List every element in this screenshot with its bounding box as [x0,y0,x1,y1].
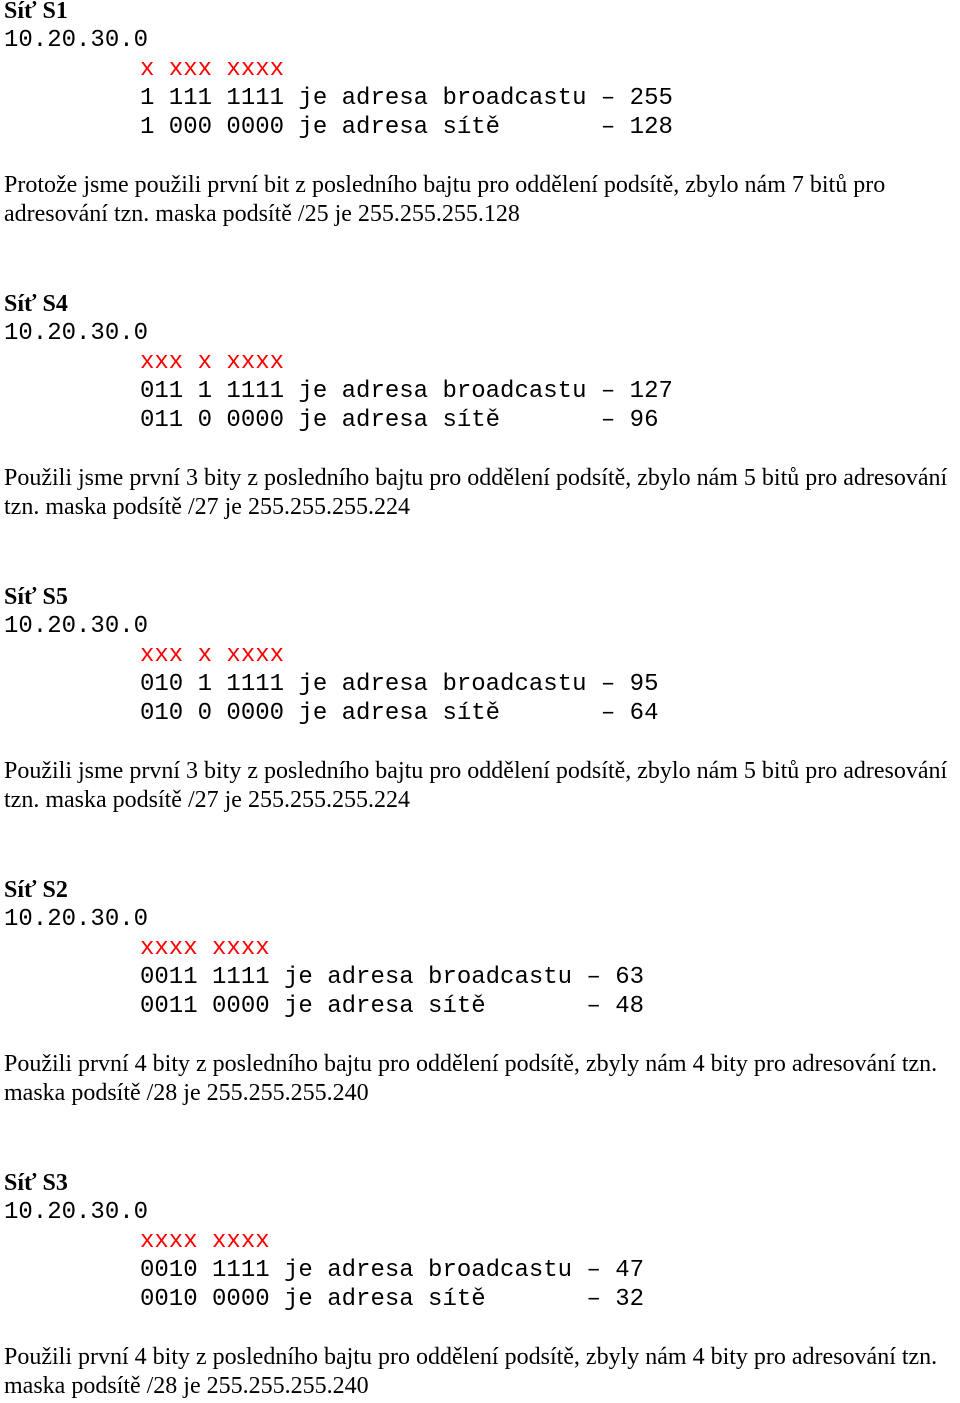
section-title: Síť S2 [4,877,68,903]
subnet-section-s1 [4,0,960,229]
subnet-explanation: Použili první 4 bity z posledního bajtu pro oddělení podsítě, zbyly nám 4 bity pro adresování tzn. maska podsítě /28 je 255.255.255.240 [4,1051,938,1106]
network-address-line: 1 000 0000 je adresa sítě – 128 [140,114,673,141]
network-address: 10.20.30.0 [4,613,149,640]
network-address-line: 011 0 0000 je adresa sítě – 96 [140,407,659,434]
network-address-line: 0011 0000 je adresa sítě – 48 [140,993,645,1020]
subnet-section-s2 [4,876,960,1108]
subnet-section-s5 [4,583,960,815]
mask-bits-line: x xxx xxxx [140,56,285,83]
mask-bits-line: xxxx xxxx [140,935,270,962]
subnet-section-s4 [4,290,960,522]
subnet-explanation: Použili jsme první 3 bity z posledního bajtu pro oddělení podsítě, zbylo nám 5 bitů pro adresování tzn. maska podsítě /27 je 255.255.255.224 [4,758,948,813]
subnet-explanation: Použili jsme první 3 bity z posledního bajtu pro oddělení podsítě, zbylo nám 5 bitů pro adresování tzn. maska podsítě /27 je 255.255.255.224 [4,465,948,520]
network-address: 10.20.30.0 [4,320,149,347]
subnet-explanation: Použili první 4 bity z posledního bajtu pro oddělení podsítě, zbyly nám 4 bity pro adresování tzn. maska podsítě /28 je 255.255.255.240 [4,1344,938,1399]
broadcast-address-line: 1 111 1111 je adresa broadcastu – 255 [140,85,673,112]
network-address-line: 010 0 0000 je adresa sítě – 64 [140,700,659,727]
network-address: 10.20.30.0 [4,906,149,933]
network-address-line: 0010 0000 je adresa sítě – 32 [140,1286,645,1313]
mask-bits-line: xxxx xxxx [140,1228,270,1255]
mask-bits-line: xxx x xxxx [140,349,285,376]
broadcast-address-line: 010 1 1111 je adresa broadcastu – 95 [140,671,659,698]
section-title: Síť S4 [4,291,68,317]
network-address: 10.20.30.0 [4,27,149,54]
section-title: Síť S3 [4,1170,68,1196]
section-title: Síť S1 [4,0,68,24]
broadcast-address-line: 0010 1111 je adresa broadcastu – 47 [140,1257,645,1284]
section-title: Síť S5 [4,584,68,610]
broadcast-address-line: 011 1 1111 je adresa broadcastu – 127 [140,378,673,405]
mask-bits-line: xxx x xxxx [140,642,285,669]
subnet-section-s3 [4,1169,960,1401]
subnet-explanation: Protože jsme použili první bit z posledního bajtu pro oddělení podsítě, zbylo nám 7 bitů pro adresování tzn. maska podsítě /25 je 255.255.255.128 [4,172,886,227]
network-address: 10.20.30.0 [4,1199,149,1226]
broadcast-address-line: 0011 1111 je adresa broadcastu – 63 [140,964,645,991]
